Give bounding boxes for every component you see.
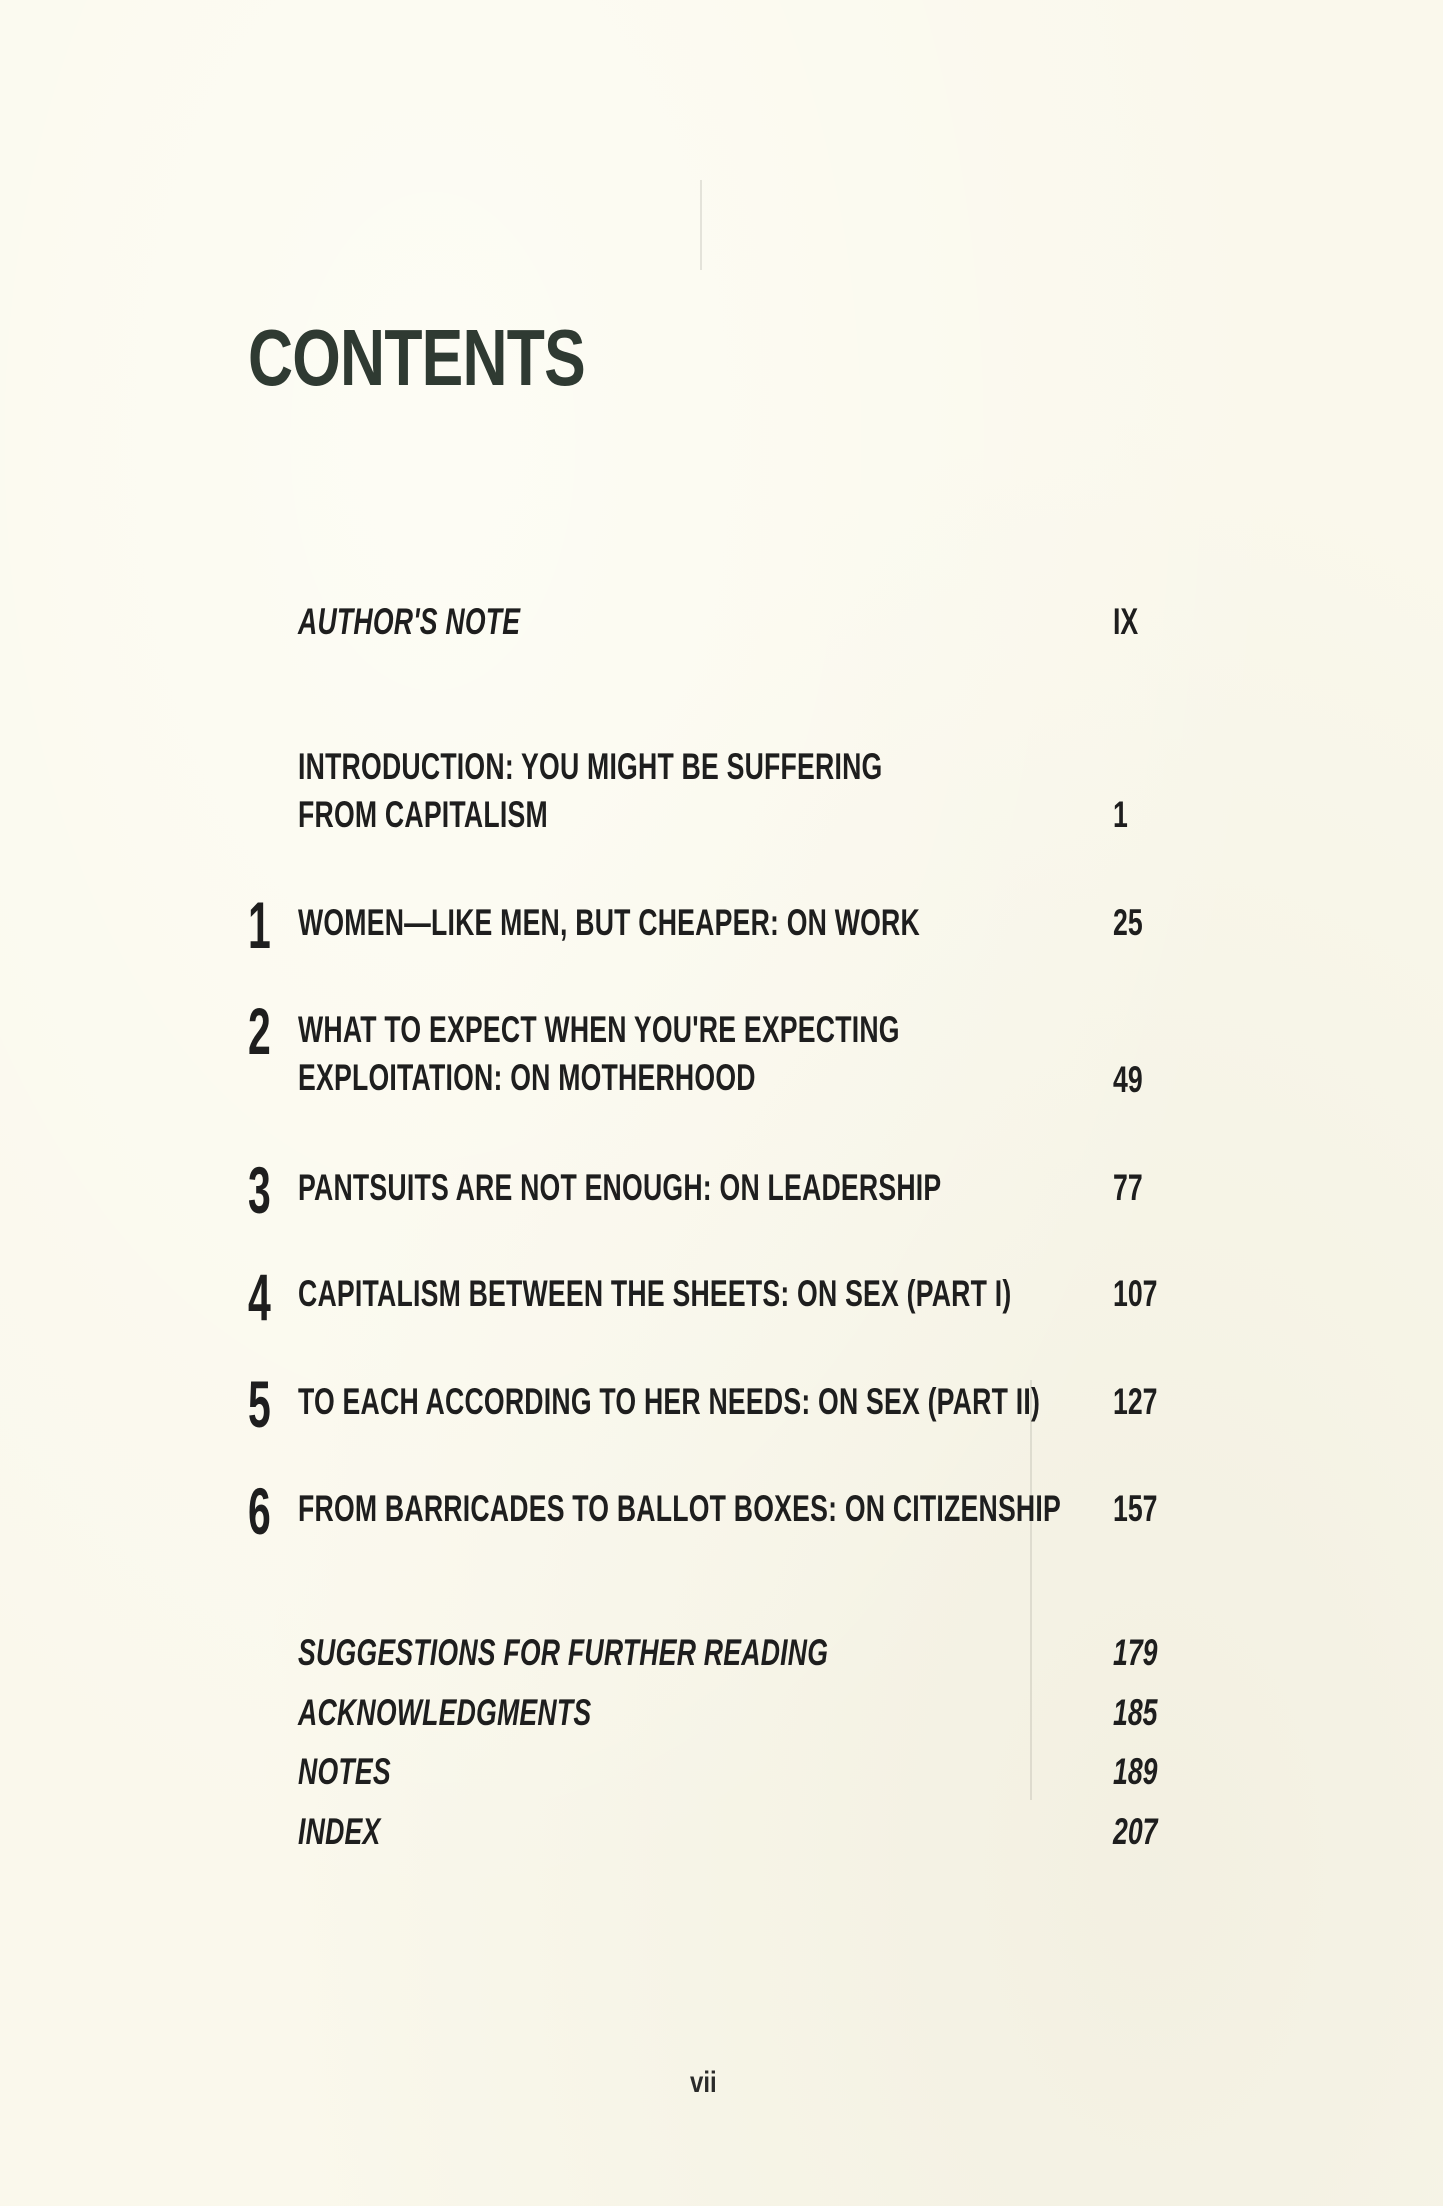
chapter-number: 6 — [248, 1474, 271, 1548]
toc-entry-page: 1 — [1113, 794, 1128, 835]
toc-entry-page: 49 — [1113, 1059, 1143, 1100]
chapter-number: 4 — [248, 1260, 271, 1334]
toc-entry-title: ACKNOWLEDGMENTS — [298, 1692, 592, 1733]
toc-entry-page: 25 — [1113, 902, 1143, 943]
toc-entry-title: TO EACH ACCORDING TO HER NEEDS: ON SEX (PART II) — [298, 1381, 1041, 1422]
toc-entry-title: INDEX — [298, 1811, 381, 1852]
toc-entry-title: FROM BARRICADES TO BALLOT BOXES: ON CITIZENSHIP — [298, 1488, 1061, 1529]
toc-entry-page: 189 — [1113, 1751, 1158, 1792]
page-crease — [700, 180, 702, 270]
chapter-number: 1 — [248, 888, 271, 962]
toc-entry-page: 179 — [1113, 1632, 1158, 1673]
toc-entry-title-line: FROM CAPITALISM — [298, 794, 548, 835]
toc-entry-title-line: INTRODUCTION: YOU MIGHT BE SUFFERING — [298, 746, 883, 787]
toc-entry-page: 157 — [1113, 1488, 1158, 1529]
chapter-number: 2 — [248, 994, 271, 1068]
toc-entry-title-line: WHAT TO EXPECT WHEN YOU'RE EXPECTING — [298, 1009, 900, 1050]
toc-entry-title — [298, 1006, 900, 1102]
toc-entry-page: 185 — [1113, 1692, 1158, 1733]
chapter-number: 5 — [248, 1367, 271, 1441]
chapter-number: 3 — [248, 1153, 271, 1227]
toc-entry-title — [298, 743, 882, 839]
toc-entry-title: PANTSUITS ARE NOT ENOUGH: ON LEADERSHIP — [298, 1167, 942, 1208]
toc-entry-page: 107 — [1113, 1273, 1158, 1314]
toc-entry-page: IX — [1113, 601, 1139, 642]
page-title: CONTENTS — [248, 313, 585, 402]
toc-entry-title: SUGGESTIONS FOR FURTHER READING — [298, 1632, 829, 1673]
toc-entry-title-line: EXPLOITATION: ON MOTHERHOOD — [298, 1057, 756, 1098]
toc-entry-title: NOTES — [298, 1751, 391, 1792]
toc-entry-page: 127 — [1113, 1381, 1158, 1422]
toc-entry-title: AUTHOR'S NOTE — [298, 601, 521, 642]
toc-entry-page: 77 — [1113, 1167, 1143, 1208]
page-number-folio: vii — [690, 2066, 717, 2099]
toc-entry-page: 207 — [1113, 1811, 1158, 1852]
page-crease — [1030, 1380, 1032, 1800]
toc-entry-title: WOMEN—LIKE MEN, BUT CHEAPER: ON WORK — [298, 902, 920, 943]
toc-entry-title: CAPITALISM BETWEEN THE SHEETS: ON SEX (PART I) — [298, 1273, 1012, 1314]
